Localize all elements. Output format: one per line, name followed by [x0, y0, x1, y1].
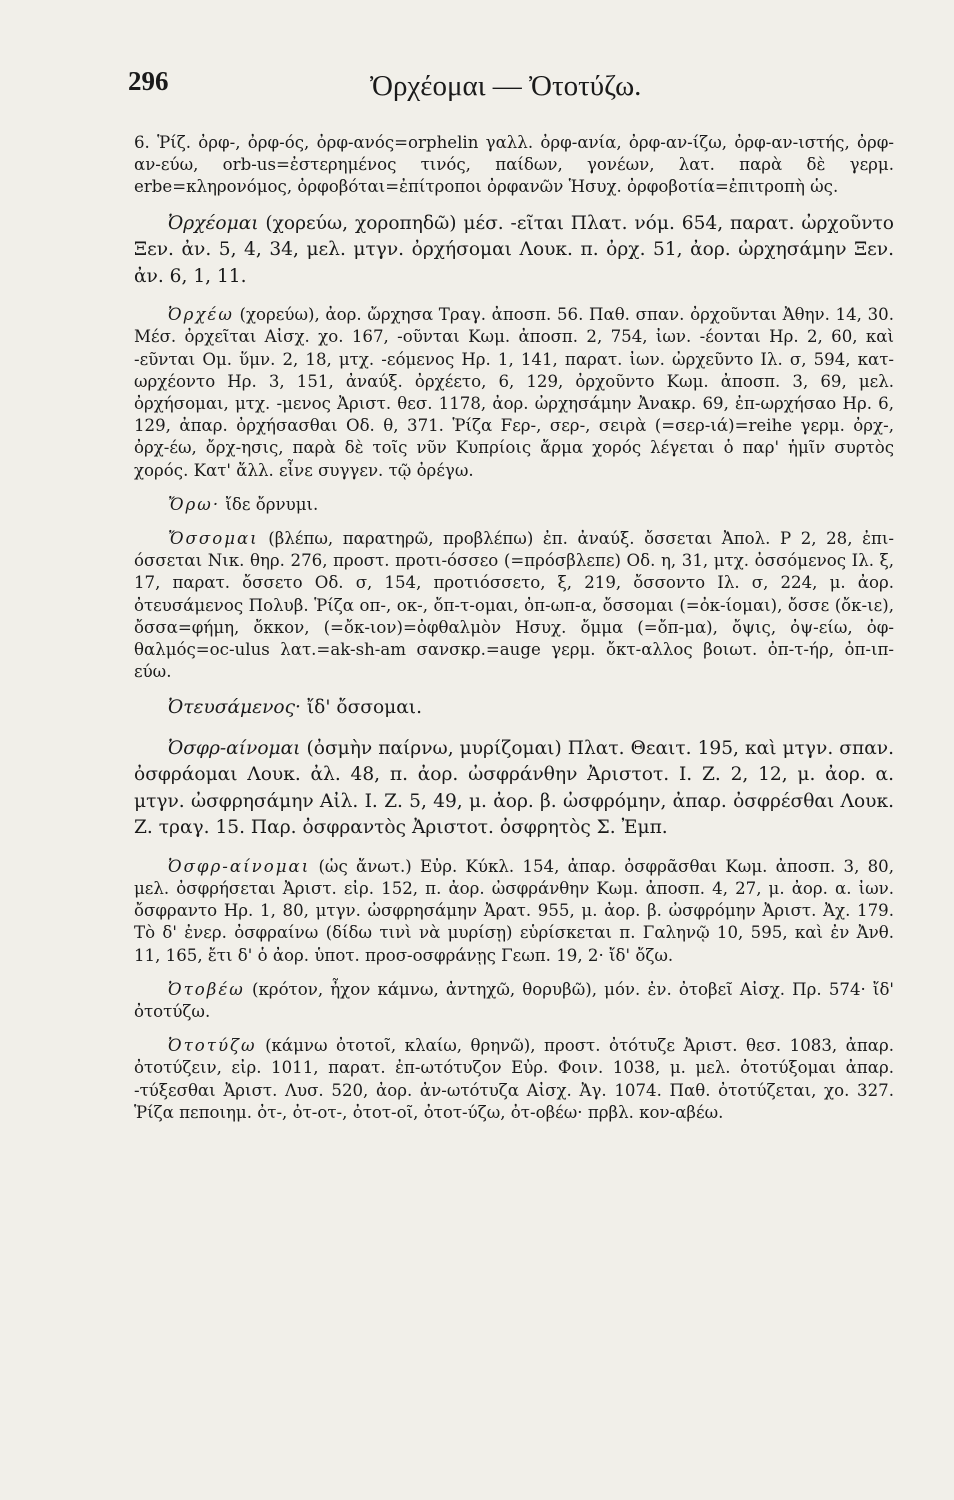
entry-text: ἴδ' ὄσσομαι.: [300, 697, 422, 719]
entry-headword: Ὄρω·: [168, 494, 221, 514]
page-header: [128, 60, 894, 110]
entry-osfrainomai-2: [134, 856, 894, 967]
entry-text: (βλέπω, παρατηρῶ, προβλέπω) ἐπ. ἀναύξ. ὄσσεται Ἀπολ. Ρ 2, 28, ἐπι-όσσεται Νικ. θηρ. 276, προστ. προτι-όσσεο (=πρόσβλεπε) Οδ. η, 31, μτχ. ὀσσόμενος Ιλ. ξ, 17, παρατ. ὄσσετο Οδ. σ, 154, προτιόσσετο, ξ, 219, ὄσσοντο Ιλ. σ, 224, μ. ἀορ. ὀτευσάμενος Πολυβ. Ῥίζα οπ-, οκ-, ὄπ-τ-ομαι, ὀπ-ωπ-α, ὄσσομαι (=ὀκ-ίομαι), ὄσσε (ὄκ-ιε), ὄσσα=φήμη, ὄκκον, (=ὄκ-ιον)=ὀφθαλμὸν Ησυχ. ὄμμα (=ὄπ-μα), ὄψις, ὀψ-είω, ὀφ-θαλμός=oc-ulus λατ.=ak-sh-am σανσκρ.=auge γερμ. ὄκτ-αλλος βοιωτ. ὀπ-τ-ήρ, ὀπ-ιπ-εύω.: [134, 528, 894, 682]
running-title: Ὀρχέομαι — Ὀτοτύζω.: [370, 70, 642, 102]
entry-headword: Ὀτοτύζω: [168, 1036, 257, 1056]
entry-ossomai: [134, 528, 894, 683]
entry-headword: Ὀρχέω: [168, 305, 234, 325]
entry-orcheomai: [134, 211, 894, 291]
entry-headword: Ὀσφρ-αίνομαι: [168, 856, 311, 876]
entry-text: 6. Ῥίζ. ὀρφ-, ὀρφ-ός, ὀρφ-ανός=orphelin γαλλ. ὀρφ-ανία, ὀρφ-αν-ίζω, ὀρφ-αν-ιστής, ὀρφ-αν-εύω, orb-us=ἐστερημένος τινός, παίδων, γονέων, λατ. παρὰ δὲ γερμ. erbe=κληρονόμος, ὀρφοβόται=ἐπίτροποι ὀρφανῶν Ἡσυχ. ὀρφοβοτία=ἐπιτροπὴ ὡς.: [134, 133, 894, 197]
entry-headword: Ὀτοβέω: [168, 979, 245, 999]
entry-text: ἴδε ὄρνυμι.: [220, 494, 319, 514]
entry-text: (ὀσμὴν παίρνω, μυρίζομαι) Πλατ. Θεαιτ. 195, καὶ μτγν. σπαν. ὀσφράομαι Λουκ. ἀλ. 48, π. ἀορ. ὠσφράνθην Ἀριστοτ. Ι. Ζ. 2, 12, μ. ἀορ. α. μτγν. ὠσφρησάμην Αἰλ. Ι. Ζ. 5, 49, μ. ἀορ. β. ὠσφρόμην, ἀπαρ. ὀσφρέσθαι Λουκ. Ζ. τραγ. 15. Παρ. ὀσφραντὸς Ἀριστοτ. ὀσφρητὸς Σ. Ἐμπ.: [134, 737, 894, 839]
entry-otobeo: [134, 979, 894, 1023]
entry-oro: [134, 494, 894, 516]
entry-text: (χορεύω, χοροπηδῶ) μέσ. -εῖται Πλατ. νόμ. 654, παρατ. ὠρχοῦντο Ξεν. ἀν. 5, 4, 34, μελ. μτγν. ὀρχήσομαι Λουκ. π. ὀρχ. 51, ἀορ. ὠρχησάμην Ξεν. ἀν. 6, 1, 11.: [134, 212, 894, 287]
entry-text: (κάμνω ὀτοτοῖ, κλαίω, θρηνῶ), προστ. ὀτότυζε Ἀριστ. θεσ. 1083, ἀπαρ. ὀτοτύζειν, εἰρ. 1011, παρατ. ἐπ-ωτότυζον Εὐρ. Φοιν. 1038, μ. μελ. ὀτοτύξομαι ἀπαρ. -τύξεσθαι Ἀριστ. Λυσ. 520, ἀορ. ἀν-ωτότυζα Αἰσχ. Ἀγ. 1074. Παθ. ὀτοτύζεται, χο. 327. Ῥίζα πεποιημ. ὀτ-, ὀτ-οτ-, ὀτοτ-οῖ, ὀτοτ-ύζω, ὀτ-οβέω· πρβλ. κον-αβέω.: [134, 1036, 894, 1122]
entry-orcheo: [134, 304, 894, 482]
entry-text: (κρότον, ἦχον κάμνω, ἀντηχῶ, θορυβῶ), μόν. ἐν. ὀτοβεῖ Αἰσχ. Πρ. 574· ἴδ' ὀτοτύζω.: [134, 979, 894, 1022]
entry-headword: Ὄσσομαι: [168, 528, 259, 548]
entry-headword: Ὀτευσάμενος·: [168, 697, 301, 719]
entry-headword: Ὀσφρ-αίνομαι: [168, 737, 301, 759]
page-number: 296: [128, 66, 169, 96]
entry-osfrainomai: [134, 736, 894, 842]
entry-headword: Ὀρχέομαι: [168, 212, 259, 234]
entry-text: (χορεύω), ἀορ. ὤρχησα Τραγ. ἀποσπ. 56. Παθ. σπαν. ὀρχοῦνται Ἀθην. 14, 30. Μέσ. ὀρχεῖται Αἰσχ. χο. 167, -οῦνται Κωμ. ἀποσπ. 2, 754, ἰων. -έονται Ηρ. 2, 60, καὶ -εῦνται Ομ. ὕμν. 2, 18, μτχ. -εόμενος Ηρ. 1, 141, παρατ. ἰων. ὠρχεῦντο Ιλ. σ, 594, κατ-ωρχέοντο Ηρ. 3, 151, ἀναύξ. ὀρχέετο, 6, 129, ὀρχοῦντο Κωμ. ἀποσπ. 3, 69, μελ. ὀρχήσομαι, μτχ. -μενος Ἀριστ. θεσ. 1178, ἀορ. ὠρχησάμην Ἀνακρ. 69, ἐπ-ωρχήσαο Ηρ. 6, 129, ἀπαρ. ὀρχήσασθαι Οδ. θ, 371. Ῥίζα Fερ-, σερ-, σειρὰ (=σερ-ιά)=reihe γερμ. ὀρχ-, ὀρχ-έω, ὄρχ-ησις, παρὰ δὲ τοῖς νῦν Κυπρίοις ἄρμα χορός λέγεται ὁ παρ' ἡμῖν συρτὸς χορός. Κατ' ἄλλ. εἶνε συγγεν. τῷ ὀρέγω.: [134, 305, 894, 480]
entry-oteusamenos: [134, 695, 894, 722]
entry-ototyzo: [134, 1035, 894, 1124]
entry-text: (ὡς ἄνωτ.) Εὐρ. Κύκλ. 154, ἀπαρ. ὀσφρᾶσθαι Κωμ. ἀποσπ. 3, 80, μελ. ὀσφρήσεται Ἀριστ. εἰρ. 152, π. ἀορ. ὠσφράνθην Κωμ. ἀποσπ. 4, 27, μ. ἀορ. α. ἰων. ὄσφραντο Ηρ. 1, 80, μτγν. ὠσφρησάμην Ἀρατ. 955, μ. ἀορ. β. ὠσφρόμην Ἀριστ. Ἀχ. 179. Τὸ δ' ἐνερ. ὀσφραίνω (δίδω τινὶ νὰ μυρίσῃ) εὑρίσκεται π. Γαληνῷ 10, 595, καὶ ἐν Ἀνθ. 11, 165, ἔτι δ' ὁ ἀορ. ὑποτ. προσ-οσφράνῃς Γεωπ. 19, 2· ἴδ' ὄζω.: [134, 856, 894, 965]
entry-riza-orf: [134, 132, 894, 199]
